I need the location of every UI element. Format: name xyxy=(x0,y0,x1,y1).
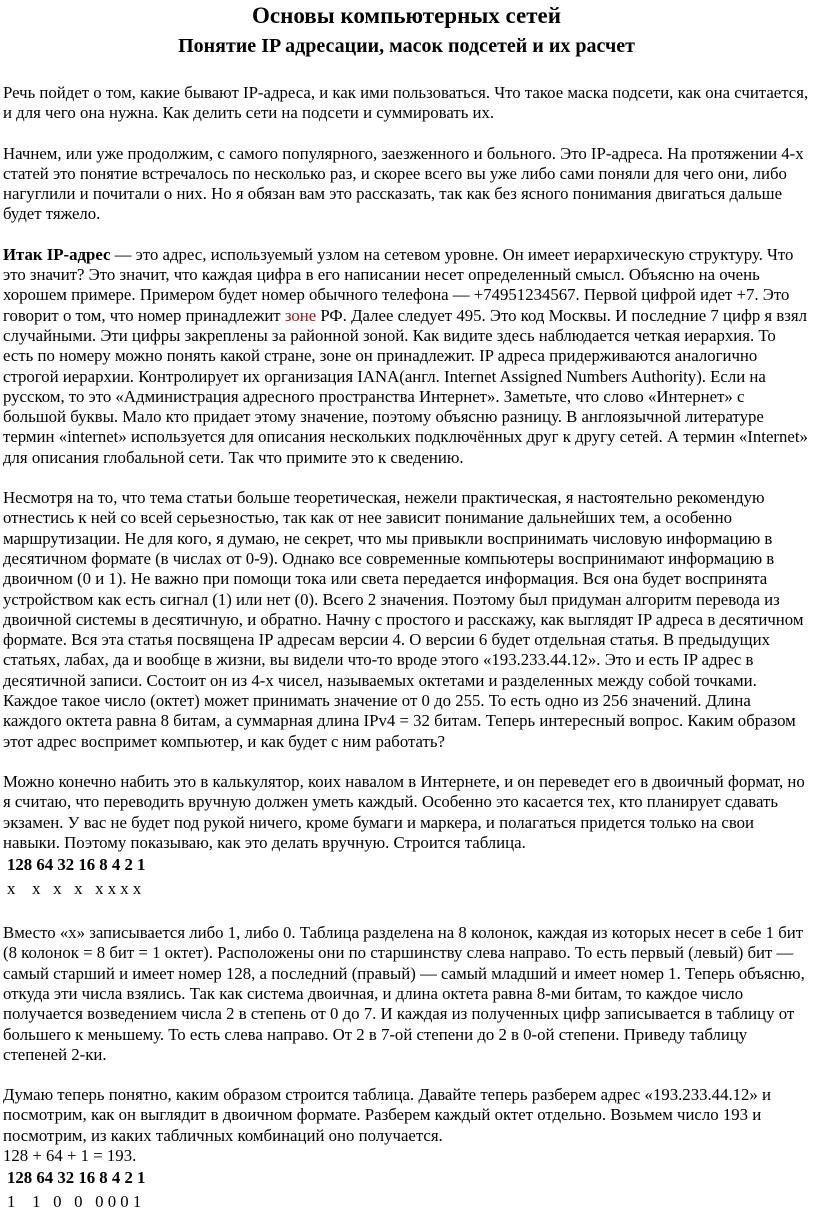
bit-table-header: 128 64 32 16 8 4 2 1 xyxy=(7,855,146,875)
document-page xyxy=(0,3,816,1212)
document-title: Основы компьютерных сетей xyxy=(252,3,561,28)
zone-link[interactable]: зоне xyxy=(284,305,317,325)
bit-table-row: x x x x x x x x xyxy=(7,879,142,899)
sum-line: 128 + 64 + 1 = 193. xyxy=(3,1146,137,1166)
document-subtitle: Понятие IP адресации, масок подсетей и их расчет xyxy=(178,35,635,57)
bit-table-2-header: 128 64 32 16 8 4 2 1 xyxy=(7,1168,146,1188)
paragraph-table-explanation: Вместо «х» записывается либо 1, либо 0. Таблица разделена на 8 колонок, каждая из которых несет в себе 1 бит (8 колонок = 8 бит = 1 октет). Расположены они по старшинству слева направо. То есть первый (левый) бит — самый старший и имеет номер 128, а последний (правый) — самый младший и имеет номер 1. Теперь объясню, откуда эти числа взялись. Так как система двоичная, и длина октета равна 8-ми битам, то каждое число получается возведением числа 2 в степень от 0 до 7. И каждая из полученных цифр записывается в таблицу от большего к меньшему. То есть слева направо. От 2 в 7-ой степени до 2 в 0-ой степени. Приведу таблицу степеней 2-ки. xyxy=(3,923,805,1064)
bit-table-2-row: 1 1 0 0 0 0 0 1 xyxy=(7,1192,142,1212)
paragraph-manual-conversion: Можно конечно набить это в калькулятор, коих навалом в Интернете, и он переведет его в двоичный формат, но я считаю, что переводить вручную должен уметь каждый. Особенно это касается тех, кто планирует сдавать экзамен. У вас не будет под рукой ничего, кроме бумаги и маркера, и полагаться придется только на свои навыки. Поэтому показываю, как это делать вручную. Строится таблица. xyxy=(3,771,805,852)
paragraph-address-example: Думаю теперь понятно, каким образом строится таблица. Давайте теперь разберем адрес «193.233.44.12» и посмотрим, как он выглядит в двоичном формате. Разберем каждый октет отдельно. Возьмем число 193 и посмотрим, из каких табличных комбинаций оно получается. xyxy=(3,1085,772,1145)
text-after-link: РФ. Далее следует 495. Это код Москвы. И последние 7 цифр я взял случайными. Эти цифры закреплены за районной зоной. Как видите здесь наблюдается четкая иерархия. То есть по номеру можно понять какой стране, зоне он принадлежит. IP адреса придерживаются аналогично строгой иерархии. Контролирует их организация IANA(англ. Internet Assigned Numbers Authority). Если на русском, то это «Администрация адресного пространства Интернет». Заметьте, что слово «Интернет» с большой буквы. Мало кто придает этому значение, поэтому объясню разницу. В англоязычной литературе термин «internet» используется для описания нескольких подключённых друг к другу сетей. А термин «Internet» для описания глобальной сети. Так что примите это к сведению. xyxy=(3,305,808,467)
paragraph-intro: Речь пойдет о том, какие бывают IP-адреса, и как ими пользоваться. Что такое маска подсети, как она считается, и для чего она нужна. Как делить сети на подсети и суммировать их. xyxy=(3,83,809,123)
paragraph-binary-intro: Несмотря на то, что тема статьи больше теоретическая, нежели практическая, я настоятельно рекомендую отнестись к ней со всей серьезностью, так как от нее зависит понимание дальнейших тем, а особенно маршрутизации. Не для кого, я думаю, не секрет, что мы привыкли воспринимать числовую информацию в десятичном формате (в числах от 0-9). Однако все современные компьютеры воспринимают информацию в двоичном (0 и 1). Не важно при помощи тока или света передается информация. Вся она будет воспринята устройством как есть сигнал (1) или нет (0). Всего 2 значения. Поэтому был придуман алгоритм перевода из двоичной системы в десятичную, и обратно. Начну с простого и расскажу, как выглядят IP адреса в десятичном формате. Вся эта статья посвящена IP адресам версии 4. О версии 6 будет отдельная статья. В предыдущих статьях, лабах, да и вообще в жизни, вы видели что-то вроде этого «193.233.44.12». Это и есть IP адрес в десятичной записи. Состоит он из 4-х чисел, называемых октетами и разделенных между собой точками. Каждое такое число (октет) может принимать значение от 0 до 255. То есть одно из 256 значений. Длина каждого октета равна 8 битам, а суммарная длина IPv4 = 32 битам. Теперь интересный вопрос. Каким образом этот адрес воспримет компьютер, и как будет с ним работать? xyxy=(3,488,804,751)
bold-lead: Итак IP-адрес xyxy=(3,244,111,264)
paragraph-ip-definition xyxy=(3,245,810,468)
text-before-link: — это адрес, используемый узлом на сетевом уровне. Он имеет иерархическую структуру. Что это значит? Это значит, что каждая цифра в его написании несет определенный смысл. Объясню на очень хорошем примере. Примером будет номер обычного телефона — +74951234567. Первой цифрой идет +7. Это говорит о том, что номер принадлежит xyxy=(3,244,794,325)
paragraph-ip-addresses: Начнем, или уже продолжим, с самого популярного, заезженного и больного. Это IP-адреса. На протяжении 4-х статей это понятие встречалось по несколько раз, и скорее всего вы уже либо сами поняли для чего они, либо нагуглили и почитали о них. Но я обязан вам это рассказать, так как без ясного понимания двигаться дальше будет тяжело. xyxy=(3,143,804,224)
